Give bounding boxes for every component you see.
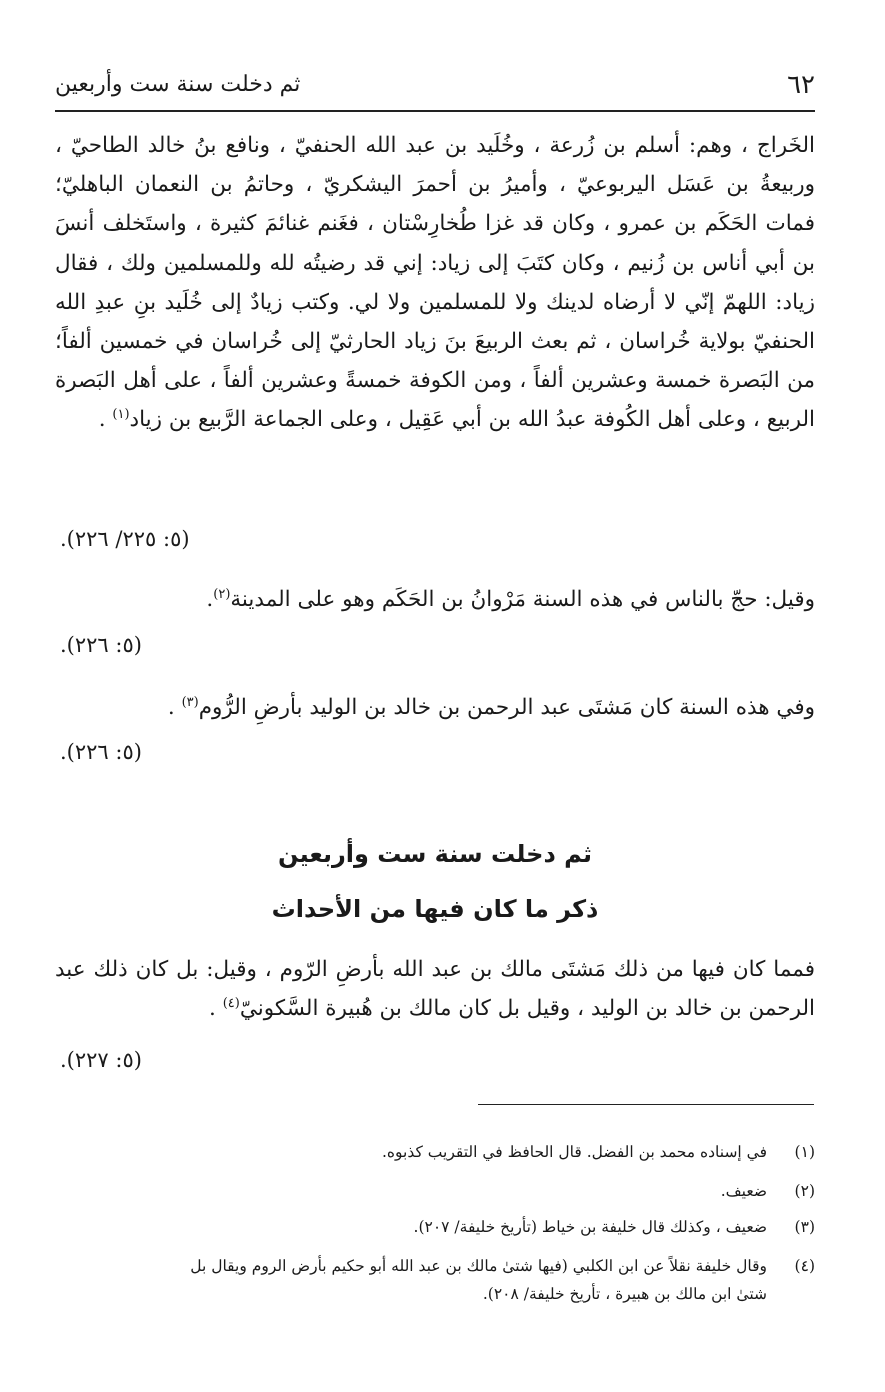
paragraph-text: فمما كان فيها من ذلك مَشتَى مالك بن عبد الله بأرضِ الرّوم ، وقيل: بل كان ذلك عبد الرحمن بن خالد بن الوليد ، وقيل بل كان مالك بن هُبيرة السَّكونيّ [55, 957, 815, 1022]
footnote-marker: (٢) [213, 586, 231, 602]
page-number: ٦٢ [787, 70, 815, 100]
footnote-number: (٣) [794, 1218, 815, 1236]
footnote [55, 1138, 815, 1166]
section-heading: ثم دخلت سنة ست وأربعين [278, 840, 592, 868]
footnote-number: (٤) [794, 1257, 815, 1275]
footnote-number: (٢) [794, 1182, 815, 1200]
footnote-marker: (٤) [222, 996, 240, 1012]
paragraph-end: . [209, 996, 223, 1022]
line-text: وفي هذه السنة كان مَشتَى عبد الرحمن بن خالد بن الوليد بأرضِ الرُّوم [198, 695, 815, 720]
body-paragraph [55, 126, 815, 440]
line-end: . [167, 695, 182, 720]
footnote-marker: (١) [112, 407, 130, 423]
source-reference: (٥: ٢٢٧). [60, 1048, 142, 1072]
running-title: ثم دخلت سنة ست وأربعين [55, 72, 301, 97]
line-text: وقيل: حجّ بالناس في هذه السنة مَرْوانُ بن الحَكَم وهو على المدينة [230, 587, 815, 612]
footnote [55, 1177, 815, 1205]
footnote-marker: (٣) [181, 694, 199, 710]
source-reference: (٥: ٢٢٦). [60, 740, 142, 764]
line-end: . [206, 587, 214, 612]
source-reference: (٥: ٢٢٦). [60, 633, 142, 657]
footnote-text: ضعيف. [720, 1182, 767, 1200]
footnote [55, 1213, 815, 1241]
footnote-continuation: شتىٰ ابن مالك بن هبيرة ، تأريخ خليفة/ ٢٠٨). [482, 1285, 767, 1303]
footnote-text: ضعيف ، وكذلك قال خليفة بن خياط (تأريخ خليفة/ ٢٠٧). [413, 1218, 767, 1236]
paragraph-text: الخَراج ، وهم: أسلم بن زُرعة ، وخُلَيد بن عبد الله الحنفيّ ، ونافع بنُ خالد الطاحيّ ، وربيعةُ بن عَسَل اليربوعيّ ، وأميرُ بن أحمرَ اليشكريّ ، وحاتمُ بن النعمان الباهليّ؛ فمات الحَكَم بن عمرو ، وكان قد غزا طُخارِسْتان ، فغَنم غنائمَ كثيرة ، واستَخلف أنسَ بن أبي أناس بن زُنيم ، وكان كتَبَ إلى زياد: إني قد رضيتُه لله وللمسلمين ولك ، فقال زياد: اللهمّ إنّي لا أرضاه لدينك ولا للمسلمين ولا لي. وكتب زيادٌ إلى خُلَيد بنِ عبدِ الله الحنفيّ بولاية خُراسان ، ثم بعث الربيعَ بنَ زياد الحارثيّ إلى خُراسان في خمسين ألفاً؛ من البَصرة خمسة وعشرين ألفاً ، ومن الكوفة خمسةً وعشرين ألفاً ، على أهل البَصرة الربيع ، وعلى أهل الكُوفة عبدُ الله بن أبي عَقِيل ، وعلى الجماعة الرَّبيع بن زياد [55, 133, 815, 433]
body-paragraph [55, 950, 815, 1028]
header-divider [55, 110, 815, 112]
body-line [55, 580, 815, 620]
footnote [55, 1252, 815, 1308]
footnote-text: وقال خليفة نقلاً عن ابن الكلبي (فيها شتىٰ مالك بن عبد الله أبو حكيم بأرض الروم ويقال بل [190, 1257, 767, 1275]
body-line [55, 688, 815, 728]
paragraph-end: . [98, 407, 113, 433]
footnote-divider [478, 1104, 814, 1105]
section-subheading: ذكر ما كان فيها من الأحداث [271, 895, 599, 923]
footnote-number: (١) [794, 1143, 815, 1161]
source-reference: (٥: ٢٢٥/ ٢٢٦). [60, 527, 190, 551]
page-header [55, 70, 815, 106]
footnote-text: في إسناده محمد بن الفضل. قال الحافظ في التقريب كذبوه. [381, 1143, 767, 1161]
